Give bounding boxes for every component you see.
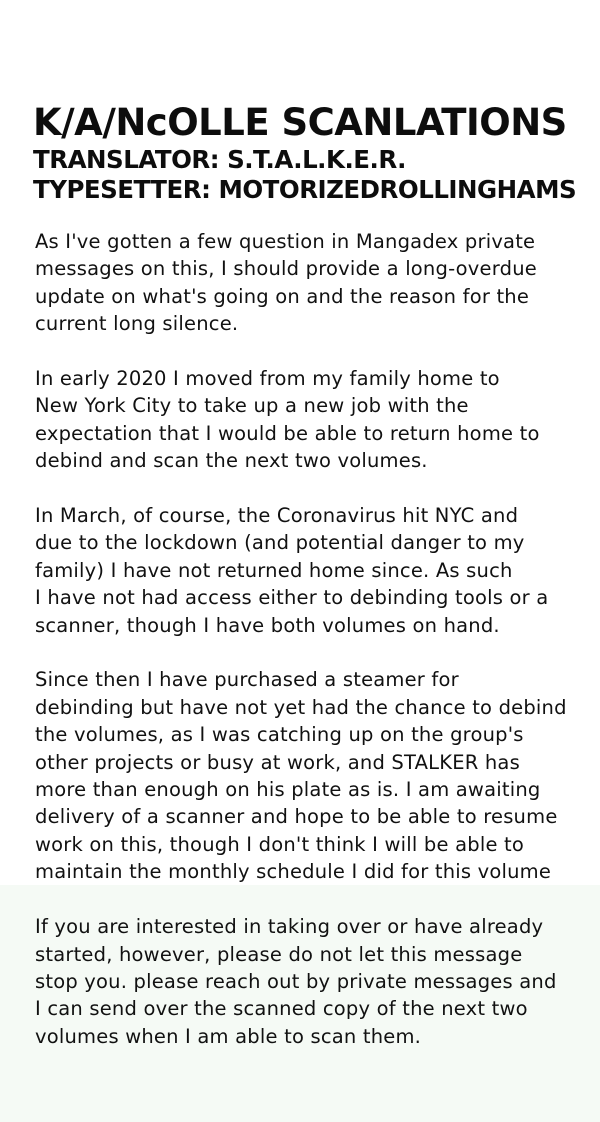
text-line: volumes when I am able to scan them. [35,1024,422,1048]
text-line: messages on this, I should provide a long-overdue [35,257,537,281]
typesetter-credit: TYPESETTER: MOTORIZEDROLLINGHAMS [33,175,577,204]
paragraph-move [35,365,595,475]
text-line: In early 2020 I moved from my family home to [35,367,500,391]
text-line: the volumes, as I was catching up on the group's [35,723,524,747]
text-line: If you are interested in taking over or have already [35,915,544,939]
text-line: work on this, though I don't think I will be able to [35,832,525,856]
text-line: scanner, though I have both volumes on hand. [35,613,500,637]
text-line: I have not had access either to debinding tools or a [35,586,549,610]
text-line: other projects or busy at work, and STALKER has [35,750,520,774]
text-line: I can send over the scanned copy of the next two [35,997,528,1021]
group-name: K/A/NcOLLE SCANLATIONS [33,101,567,144]
text-line: family) I have not returned home since. As such [35,558,513,582]
text-line: As I've gotten a few question in Mangadex private [35,230,536,253]
text-line: started, however, please do not let this message [35,942,523,966]
text-line: current long silence. [35,312,239,336]
text-line: In March, of course, the Coronavirus hit NYC and [35,504,519,528]
text-line: Since then I have purchased a steamer for [35,668,459,692]
paragraph-status [35,666,595,885]
message-body [35,228,595,1078]
text-line: delivery of a scanner and hope to be able to resume [35,805,558,829]
text-line: more than enough on his plate as is. I am awaiting [35,778,541,802]
paragraph-lockdown [35,502,595,639]
text-line: debinding but have not yet had the chance to debind [35,695,567,719]
translator-credit: TRANSLATOR: S.T.A.L.K.E.R. [33,145,406,174]
text-line: stop you. please reach out by private messages and [35,969,557,993]
paragraph-intro [35,228,595,338]
text-line: debind and scan the next two volumes. [35,449,428,473]
text-line: New York City to take up a new job with the [35,394,469,418]
credits-header [33,101,576,205]
text-line: update on what's going on and the reason for the [35,284,530,308]
paragraph-takeover [35,913,595,1050]
text-line: expectation that I would be able to return home to [35,421,540,445]
text-line: due to the lockdown (and potential danger to my [35,531,525,555]
text-line: maintain the monthly schedule I did for this volume [35,860,552,884]
